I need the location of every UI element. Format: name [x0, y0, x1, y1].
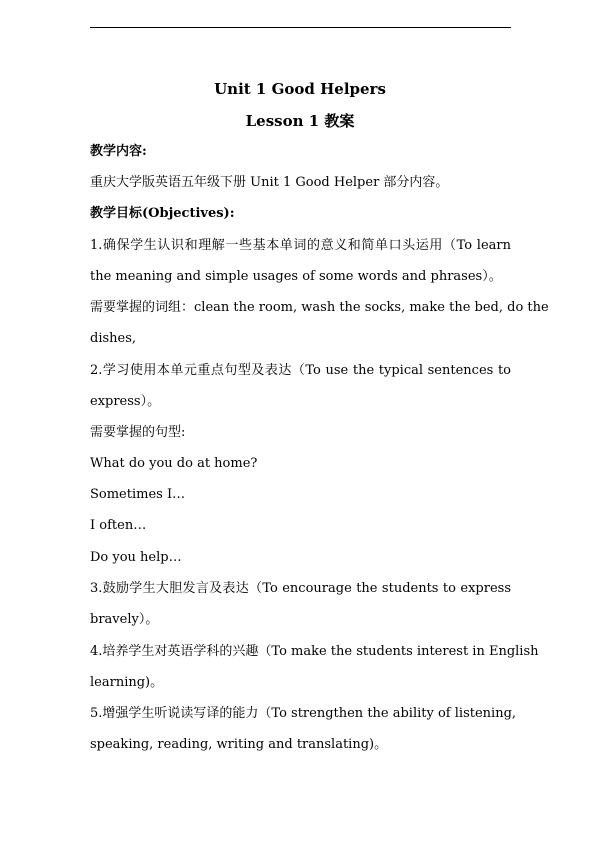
sentence-1: What do you do at home?: [90, 456, 258, 471]
objective-1-line-1: 1.确保学生认识和理解一些基本单词的意义和简单口头运用（To learn: [90, 238, 511, 253]
objective-2-line-1: 2.学习使用本单元重点句型及表达（To use the typical sentences to: [90, 363, 511, 378]
heading-objectives: 教学目标(Objectives):: [90, 206, 235, 221]
sentence-2: Sometimes I…: [90, 487, 186, 502]
content-text: 重庆大学版英语五年级下册 Unit 1 Good Helper 部分内容。: [90, 175, 449, 190]
sentence-3: I often…: [90, 518, 147, 533]
objective-1-line-2: the meaning and simple usages of some words and phrases）。: [90, 269, 502, 284]
objective-4-line-1: 4.培养学生对英语学科的兴趣（To make the students interest in English: [90, 644, 539, 659]
objective-4-line-2: learning)。: [90, 675, 164, 690]
objective-5-line-2: speaking, reading, writing and translating)。: [90, 737, 388, 752]
sentences-label: 需要掌握的句型:: [90, 425, 186, 440]
phrases-line-2: dishes,: [90, 331, 137, 346]
objective-2-line-2: express）。: [90, 394, 161, 409]
doc-title: Unit 1 Good Helpers: [214, 80, 386, 98]
objective-3-line-2: bravely）。: [90, 612, 159, 627]
lesson-title: Lesson 1 教案: [245, 112, 355, 130]
phrases-line-1: 需要掌握的词组：clean the room, wash the socks, make the bed, do the: [90, 300, 549, 315]
objective-3-line-1: 3.鼓励学生大胆发言及表达（To encourage the students to express: [90, 581, 511, 596]
header-rule: [90, 27, 511, 28]
objective-5-line-1: 5.增强学生听说读写译的能力（To strengthen the ability of listening,: [90, 706, 517, 721]
heading-content: 教学内容:: [90, 144, 147, 159]
sentence-4: Do you help…: [90, 550, 182, 565]
